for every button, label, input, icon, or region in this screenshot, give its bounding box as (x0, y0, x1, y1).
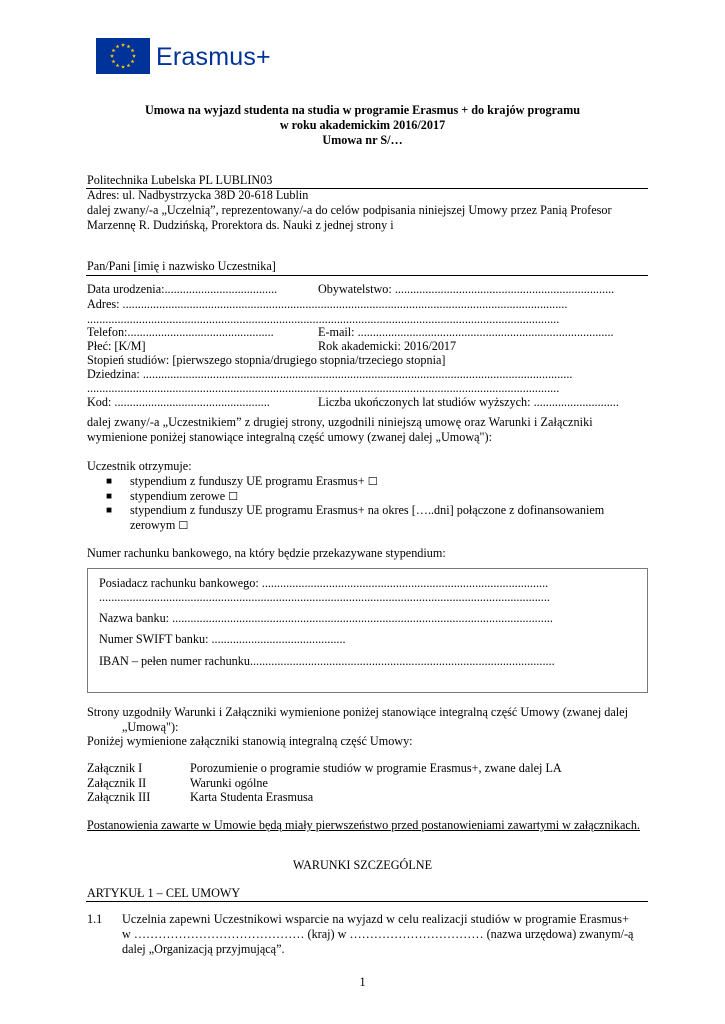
student-field: Dziedzina: ............................................................................................................................................. (87, 367, 573, 381)
eu-flag-icon (96, 38, 150, 74)
student-code: Kod: ................................................... (87, 395, 270, 409)
bank-swift: Numer SWIFT banku: ............................................ (99, 632, 346, 646)
annex-label: Załącznik I (87, 761, 143, 775)
document-title-line1: Umowa na wyjazd studenta na studia w programie Erasmus + do krajów programu (144, 103, 581, 117)
student-address-cont: ........................................................................................................................................................... (87, 312, 560, 326)
annexes-intro-line2: „Umową"): (122, 720, 179, 734)
university-represented-line2: Marzennę R. Dudzińską, Prorektora ds. Nauki z jednej strony i (87, 218, 394, 232)
student-years-completed: Liczba ukończonych lat studiów wyższych: ............................ (318, 395, 619, 409)
erasmus-logo (96, 38, 286, 76)
annex-label: Załącznik III (87, 790, 151, 804)
precedence-note: Postanowienia zawarte w Umowie będą miały pierwszeństwo przed postanowieniami zawartymi w załącznikach. (87, 818, 640, 832)
receives-option-eu-grant-label: stypendium z funduszy UE programu Erasmus+ (130, 474, 365, 488)
bullet-icon: ■ (106, 505, 113, 516)
clause-line2: w …………………………………… (kraj) w …………………………… (nazwa urzędowa) zwanym/-ą (122, 927, 634, 941)
bank-account-holder: Posiadacz rachunku bankowego: .............................................................................................. (99, 576, 549, 590)
annexes-intro-line1: Strony uzgodniły Warunki i Załączniki wymienione poniżej stanowiące integralną część Umowy (zwanej dalej (87, 705, 628, 719)
student-name-label: Pan/Pani [imię i nazwisko Uczestnika] (87, 259, 276, 273)
annex-description: Porozumienie o programie studiów w programie Erasmus+, zwane dalej LA (190, 761, 562, 775)
student-academic-year: Rok akademicki: 2016/2017 (318, 339, 457, 353)
bank-iban: IBAN – pełen numer rachunku.................................................................................................... (99, 654, 555, 668)
receives-option-combined: stypendium z funduszy UE programu Erasmus+ na okres […..dni] połączone z dofinansowaniem (130, 503, 605, 517)
bullet-icon: ■ (106, 491, 113, 502)
student-divider (86, 275, 648, 276)
article-divider (86, 901, 648, 902)
student-called-line1: dalej zwany/-a „Uczestnikiem” z drugiej strony, uzgodnili niniejszą umowę oraz Warunki i Załączniki (87, 415, 593, 429)
annex-label: Załącznik II (87, 776, 147, 790)
receives-option-combined-cont-label: zerowym (130, 518, 176, 532)
university-name: Politechnika Lubelska PL LUBLIN03 (87, 173, 273, 187)
zero-grant-checkbox[interactable]: ☐ (228, 490, 239, 503)
eu-grant-checkbox[interactable]: ☐ (367, 475, 378, 488)
annex-description: Warunki ogólne (190, 776, 268, 790)
university-address: Adres: ul. Nadbystrzycka 38D 20-618 Lublin (87, 188, 309, 202)
bank-account-holder-cont: .................................................................................................................................................... (99, 590, 550, 604)
clause-line1: Uczelnia zapewni Uczestnikowi wsparcie na wyjazd w celu realizacji studiów w programie Erasmus+ (122, 912, 630, 926)
student-field-cont: ........................................................................................................................................................... (87, 381, 560, 395)
student-called-line2: wymienione poniżej stanowiące integralną część umowy (zwanej dalej „Umową"): (87, 430, 492, 444)
erasmus-logo-text: Erasmus+ (156, 43, 271, 71)
student-email: E-mail: .................................................................................... (318, 325, 614, 339)
university-represented-line1: dalej zwany/-a „Uczelnią”, reprezentowany/-a do celów podpisania niniejszej Umowy przez Panią Profesor (87, 203, 612, 217)
article-1-heading: ARTYKUŁ 1 – CEL UMOWY (87, 886, 241, 900)
student-address: Adres: .................................................................................................................................................. (87, 297, 568, 311)
bank-name: Nazwa banku: ............................................................................................................................. (99, 611, 553, 625)
document-title-line2: w roku akademickim 2016/2017 (279, 118, 446, 132)
document-title-line3: Umowa nr S/… (322, 133, 403, 147)
student-birth-date: Data urodzenia:..................................... (87, 282, 278, 296)
annex-description: Karta Studenta Erasmusa (190, 790, 314, 804)
bullet-icon: ■ (106, 476, 113, 487)
annexes-intro-line3: Poniżej wymienione załączniki stanowią integralną część Umowy: (87, 734, 413, 748)
clause-line3: dalej „Organizacją przyjmującą”. (122, 942, 285, 956)
receives-option-eu-grant (130, 474, 378, 489)
student-study-cycle: Stopień studiów: [pierwszego stopnia/drugiego stopnia/trzeciego stopnia] (87, 353, 446, 367)
student-citizenship: Obywatelstwo: ........................................................................ (318, 282, 615, 296)
receives-option-combined-cont (130, 518, 188, 533)
receives-option-zero-grant-label: stypendium zerowe (130, 489, 226, 503)
bank-heading: Numer rachunku bankowego, na który będzie przekazywane stypendium: (87, 546, 446, 560)
receives-heading: Uczestnik otrzymuje: (87, 459, 192, 473)
receives-option-zero-grant (130, 489, 238, 504)
student-phone: Telefon:................................................ (87, 325, 274, 339)
student-sex: Płeć: [K/M] (87, 339, 146, 353)
page-number: 1 (359, 975, 366, 989)
special-conditions-heading: WARUNKI SZCZEGÓLNE (292, 858, 433, 872)
clause-number: 1.1 (87, 912, 103, 926)
combined-grant-checkbox[interactable]: ☐ (178, 519, 189, 532)
